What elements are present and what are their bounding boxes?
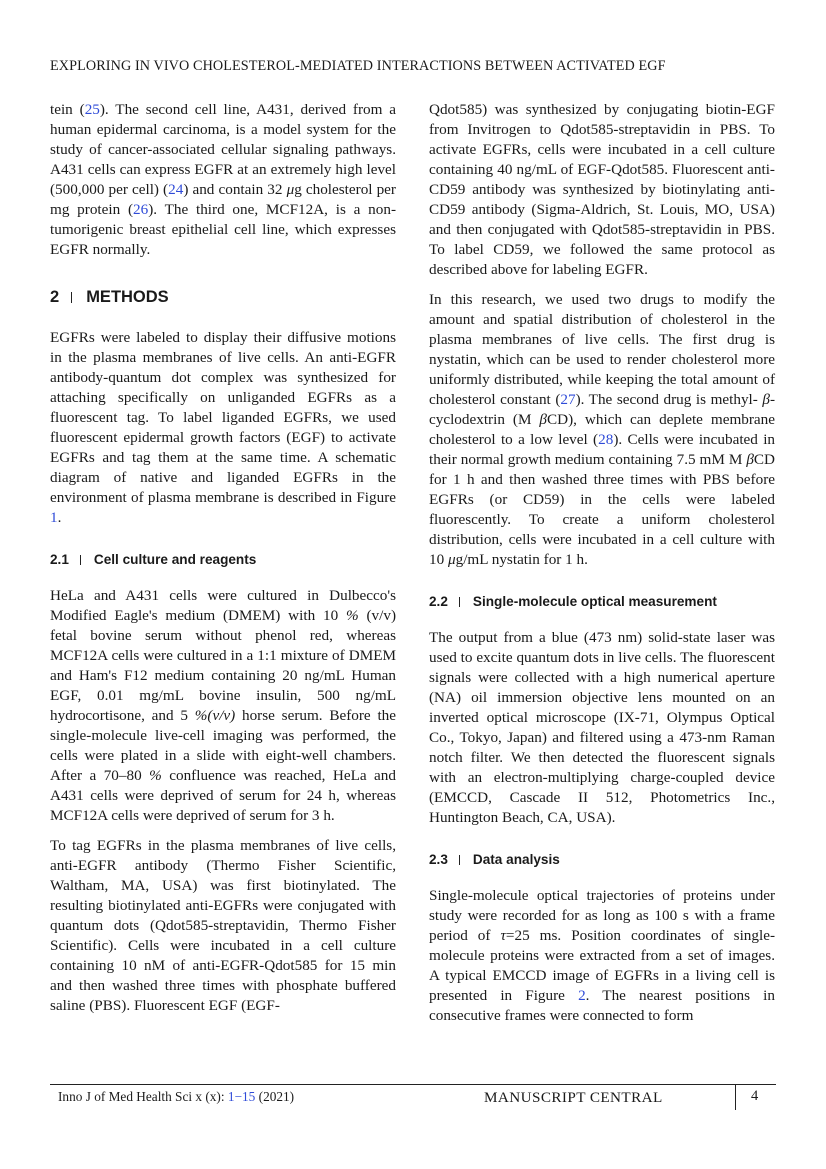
text-run: ) and contain 32 — [183, 181, 287, 198]
journal-name: Inno J of Med Health Sci x (x): — [58, 1089, 228, 1104]
text-run: =25 ms. Position coordinates of single-molecule proteins were extracted from a set of images. A typical EMCCD image of EGFRs in a living cell is presented in Figure — [429, 927, 776, 1004]
citation-link[interactable]: 26 — [133, 201, 149, 218]
citation-link[interactable]: 24 — [168, 181, 184, 198]
text-run: In this research, we used two drugs to modify the amount and spatial distribution of cholesterol in the plasma membranes of live cells. The first drug is nystatin, which can be used to render cholesterol more uniformly distributed, while keeping the total amount of cholesterol constant ( — [429, 291, 775, 408]
page-number: 4 — [751, 1088, 759, 1104]
heading-divider — [80, 555, 81, 565]
paragraph-data-analysis — [429, 886, 775, 1026]
text-run: HeLa and A431 cells were cultured in Dulbecco's Modified Eagle's medium (DMEM) with 10 — [50, 587, 396, 624]
text-run: g cholesterol per mg protein ( — [50, 181, 396, 218]
heading-divider — [71, 292, 72, 303]
text-run: confluence was reached, HeLa and A431 cells were deprived of serum for 24 h, whereas MCF12A cells were deprived of serum for 3 h. — [50, 767, 396, 824]
citation-link[interactable]: 27 — [560, 391, 576, 408]
citation-link[interactable]: 25 — [84, 101, 100, 118]
section-heading-methods — [50, 286, 396, 308]
subsection-heading-data-analysis — [429, 850, 775, 870]
symbol-percent: %(v/v) — [194, 707, 236, 724]
symbol-percent: % — [149, 767, 162, 784]
paragraph-methods-intro — [50, 328, 396, 528]
text-run: (v/v) fetal bovine serum without phenol red, whereas MCF12A cells were cultured in a 1:1 mixture of DMEM and Ham's F12 medium containing 20 ng/mL Human EGF, 0.01 mg/mL bovine insulin, 500 ng/mL hydrocortisone, and 5 — [50, 607, 396, 724]
journal-year: (2021) — [255, 1089, 295, 1104]
footer-journal — [58, 1089, 294, 1105]
section-number: 2 — [50, 288, 60, 306]
paragraph-drugs — [429, 290, 775, 570]
text-run: -cyclodextrin (M — [429, 391, 775, 428]
symbol-tau: τ — [500, 927, 506, 944]
symbol-beta: β — [762, 391, 770, 408]
text-run: ). The second cell line, A431, derived from a human epidermal carcinoma, is a model system for the study of cancer-associated cellular signaling pathways. A431 cells can express EGFR at an extremely high level (500,000 per cell) ( — [50, 101, 396, 198]
section-number: 2.3 — [429, 852, 448, 867]
section-title: Data analysis — [472, 852, 560, 867]
text-run: EGFRs were labeled to display their diffusive motions in the plasma membranes of live cells. An anti-EGFR antibody-quantum dot complex was synthesized for attaching specifically on unliganded EGFRs as a fluorescent tag. To label liganded EGFRs, we used fluorescent epidermal growth factors (EGF) to activate EGFRs and tag them at the same time. A schematic diagram of native and liganded EGFRs in the environment of plasma membrane is described in Figure — [50, 329, 396, 506]
subsection-heading-optical-measurement — [429, 592, 775, 612]
section-title: Cell culture and reagents — [93, 552, 257, 567]
symbol-beta: β — [539, 411, 547, 428]
section-number: 2.1 — [50, 552, 69, 567]
text-run: CD for 1 h and then washed three times with PBS before EGFRs (or CD59) in the cells were labeled fluorescently. To create a uniform cholesterol distribution, cells were incubated in a cell culture with 10 — [429, 451, 775, 568]
running-head: EXPLORING IN VIVO CHOLESTEROL-MEDIATED INTERACTIONS BETWEEN ACTIVATED EGF — [50, 58, 666, 74]
footer-manuscript-central: MANUSCRIPT CENTRAL — [484, 1089, 663, 1106]
symbol-mu: μ — [286, 181, 295, 198]
paragraph-optical-measurement: The output from a blue (473 nm) solid-state laser was used to excite quantum dots in live cells. The fluorescent signals were collected with a high numerical aperture (NA) oil immersion objective lens mounted on an inverted optical microscope (IX-71, Olympus Optical Co., Tokyo, Japan) and filtered using a 473-nm Raman notch filter. We then detected the fluorescent signals with an electron-multiplying charge-coupled device (EMCCD, Cascade II 512, Photometrics Inc., Huntington Beach, CA, USA). — [429, 629, 775, 826]
section-title: Single-molecule optical measurement — [472, 594, 717, 609]
paragraph-cell-culture — [50, 586, 396, 826]
paragraph-egfr-tagging: To tag EGFRs in the plasma membranes of live cells, anti-EGFR antibody (Thermo Fisher Scientific, Waltham, MA, USA) was first biotinylated. The resulting biotinylated anti-EGFRs were conjugated with quantum dots (Qdot585-streptavidin, Thermo Fisher Scientific). Cells were incubated in a cell culture containing 10 nM of anti-EGFR-Qdot585 for 15 min and then washed three times with phosphate buffered saline (PBS). Fluorescent EGF (EGF- — [50, 837, 396, 1014]
figure-link[interactable]: 1 — [50, 509, 58, 526]
section-number: 2.2 — [429, 594, 448, 609]
text-run: horse serum. Before the single-molecule live-cell imaging was performed, the cells were plated in a slide with eight-well chambers. After a 70–80 — [50, 707, 397, 784]
paragraph-egf-qdot: Qdot585) was synthesized by conjugating biotin-EGF from Invitrogen to Qdot585-streptavidin in PBS. To activate EGFRs, cells were incubated in a cell culture containing 40 ng/mL of EGF-Qdot585. Fluorescent anti-CD59 antibody was synthesized by biotinylating anti-CD59 antibody (Sigma-Aldrich, St. Louis, MO, USA) and then conjugated with Qdot585-streptavidin in PBS. To label CD59, we followed the same protocol as described above for labeling EGFR. — [429, 101, 775, 278]
citation-link[interactable]: 28 — [598, 431, 614, 448]
symbol-mu: μ — [447, 551, 456, 568]
page-range-link[interactable]: 1−15 — [227, 1089, 256, 1104]
right-column — [429, 100, 775, 1036]
section-title: METHODS — [86, 288, 169, 306]
text-run: CD), which can deplete membrane cholesterol to a low level ( — [429, 411, 775, 448]
subsection-heading-cell-culture — [50, 550, 396, 570]
heading-divider — [459, 855, 460, 865]
heading-divider — [459, 597, 460, 607]
text-run: ). The third one, MCF12A, is a non-tumorigenic breast epithelial cell line, which expresses EGFR normally. — [50, 201, 396, 258]
text-run: tein ( — [50, 101, 85, 118]
figure-link[interactable]: 2 — [578, 987, 586, 1004]
text-run: . The nearest positions in consecutive frames were connected to form — [429, 987, 775, 1024]
text-run: ). The second drug is methyl- — [575, 391, 763, 408]
symbol-beta: β — [746, 451, 754, 468]
text-run: g/mL nystatin for 1 h. — [455, 551, 588, 568]
text-run: . — [57, 509, 62, 526]
footer-rule — [50, 1084, 776, 1085]
left-column — [50, 100, 396, 1026]
footer-divider — [735, 1084, 736, 1110]
paragraph-cell-lines — [50, 100, 396, 260]
symbol-percent: % — [346, 607, 359, 624]
text-run: ). Cells were incubated in their normal growth medium containing 7.5 mM M — [429, 431, 776, 468]
text-run: Single-molecule optical trajectories of proteins under study were recorded for as long as 100 s with a frame period of — [429, 887, 775, 944]
